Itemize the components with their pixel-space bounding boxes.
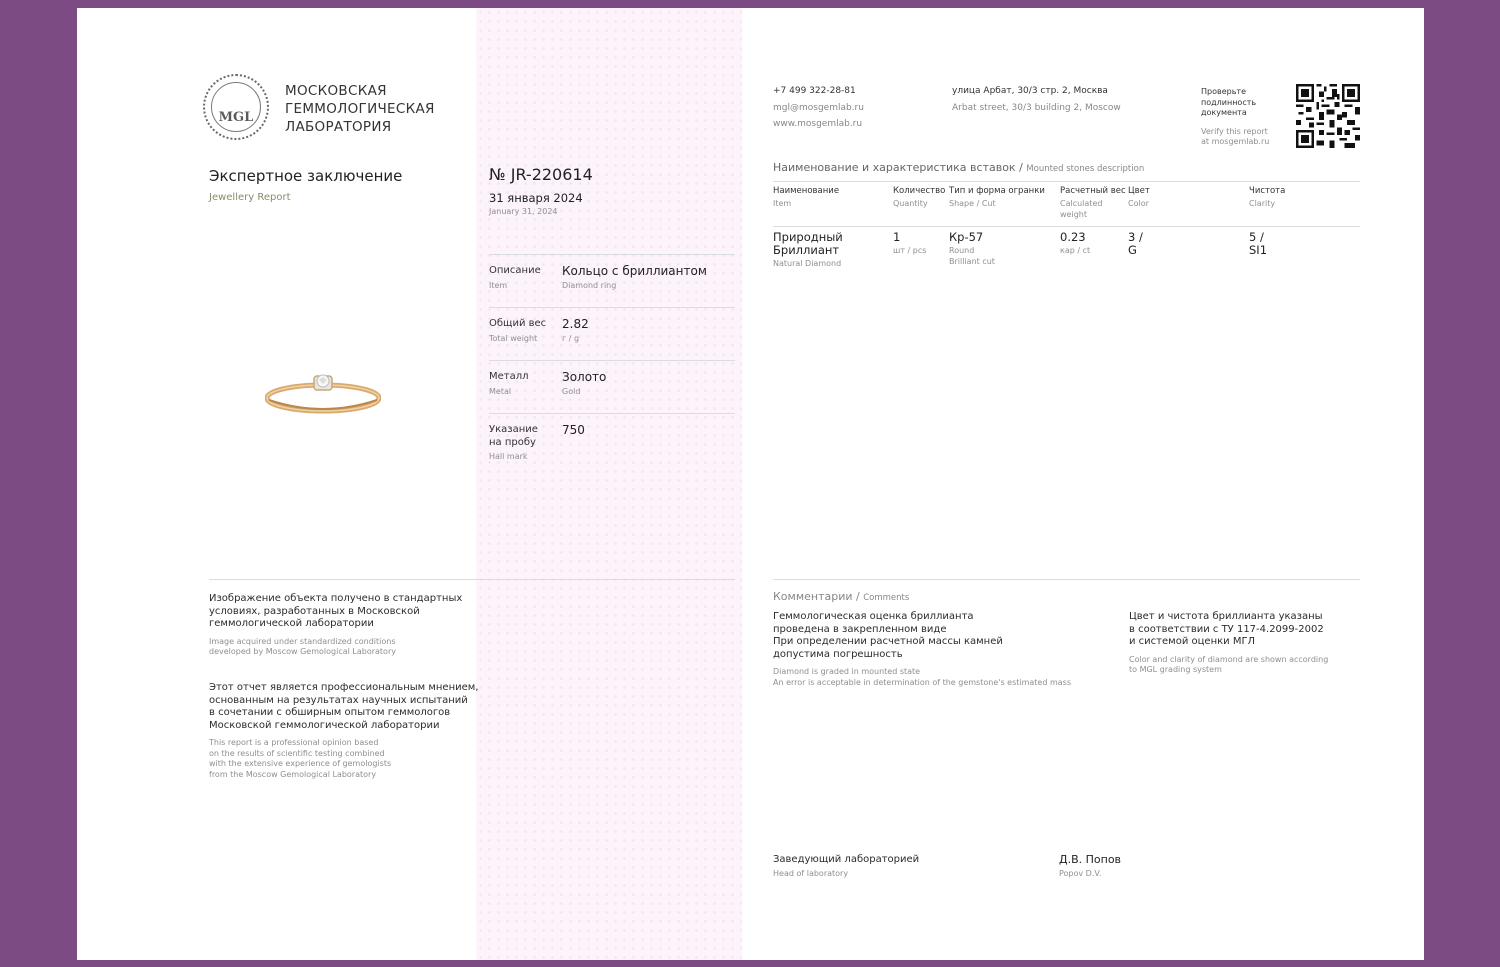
prop-label-en: Metal bbox=[489, 387, 512, 396]
col-header-ru: Чистота bbox=[1249, 186, 1286, 196]
note-line: Этот отчет является профессиональным мнением, bbox=[209, 682, 479, 693]
phone: +7 499 322-28-81 bbox=[773, 86, 856, 96]
report-disclaimer bbox=[209, 682, 509, 780]
verify-line: Проверьте bbox=[1201, 87, 1246, 96]
prop-label-en: Hall mark bbox=[489, 452, 528, 461]
stones-title-ru: Наименование и характеристика вставок / bbox=[773, 161, 1023, 174]
col-header-en: Quantity bbox=[893, 199, 928, 208]
contacts bbox=[773, 86, 864, 131]
cell-value: 5 / bbox=[1249, 230, 1264, 244]
col-header bbox=[949, 186, 1045, 210]
col-header bbox=[1249, 186, 1285, 210]
comments-title-ru: Комментарии / bbox=[773, 590, 860, 603]
note-line-en: on the results of scientific testing combined bbox=[209, 748, 385, 758]
prop-value: 750 bbox=[562, 423, 585, 437]
comment-line: проведена в закрепленном виде bbox=[773, 623, 947, 635]
signature-role: Заведующий лабораторией bbox=[773, 854, 920, 865]
cell-sub: шт / pcs bbox=[893, 246, 927, 255]
lab-name-line: ГЕММОЛОГИЧЕСКАЯ bbox=[285, 101, 435, 117]
note-line: Изображение объекта получено в стандартных bbox=[209, 593, 463, 604]
address-en: Arbat street, 30/3 building 2, Moscow bbox=[952, 103, 1121, 113]
stones-title-en: Mounted stones description bbox=[1026, 164, 1145, 174]
prop-label-en: Total weight bbox=[489, 334, 538, 343]
prop-label: Общий вес bbox=[489, 318, 547, 329]
report-date-en: January 31, 2024 bbox=[489, 207, 558, 216]
seal-text: MGL bbox=[218, 110, 254, 125]
table-cell bbox=[893, 231, 926, 257]
prop-value: Золото bbox=[562, 370, 607, 384]
col-header-ru: Количество bbox=[893, 186, 946, 196]
center-pattern-band bbox=[476, 8, 742, 960]
col-header-ru: Тип и форма огранки bbox=[949, 186, 1045, 196]
col-header-ru: Цвет bbox=[1128, 186, 1150, 196]
col-header bbox=[1060, 186, 1126, 220]
verify-text bbox=[1201, 87, 1269, 148]
email-link[interactable]: mgl@mosgemlab.ru bbox=[773, 102, 864, 113]
comment-line-en: to MGL grading system bbox=[1129, 665, 1222, 674]
seal-inner-ring bbox=[211, 82, 261, 132]
report-title-en: Jewellery Report bbox=[209, 192, 291, 203]
table-cell bbox=[1060, 231, 1090, 257]
prop-value: 2.82 bbox=[562, 317, 589, 331]
divider bbox=[209, 579, 735, 580]
comment-line: допустима погрешность bbox=[773, 648, 903, 660]
col-header-en: Shape / Cut bbox=[949, 199, 996, 208]
col-header-en: Color bbox=[1128, 199, 1149, 208]
note-line-en: with the extensive experience of gemologists bbox=[209, 759, 392, 768]
cell-value: G bbox=[1128, 243, 1137, 257]
col-header-ru: Расчетный вес bbox=[1060, 186, 1126, 196]
divider bbox=[489, 307, 735, 308]
col-header-en: Calculated bbox=[1060, 199, 1103, 208]
col-header bbox=[1128, 186, 1150, 210]
cell-value: 3 / bbox=[1128, 230, 1143, 244]
comment-line: Геммологическая оценка бриллианта bbox=[773, 611, 974, 622]
prop-value-en: Diamond ring bbox=[562, 281, 617, 290]
report-date: 31 января 2024 bbox=[489, 191, 583, 205]
divider bbox=[773, 181, 1360, 182]
lab-name-line: ЛАБОРАТОРИЯ bbox=[285, 119, 392, 135]
cell-value: Кр-57 bbox=[949, 230, 984, 244]
divider bbox=[489, 413, 735, 414]
cell-sub: кар / ct bbox=[1060, 246, 1091, 255]
note-line-en: from the Moscow Gemological Laboratory bbox=[209, 769, 377, 779]
website-link[interactable]: www.mosgemlab.ru bbox=[773, 119, 863, 129]
col-header bbox=[773, 186, 839, 210]
cell-value: Бриллиант bbox=[773, 243, 840, 257]
lab-name bbox=[285, 82, 485, 136]
signature-name: Д.В. Попов bbox=[1059, 853, 1122, 866]
note-line: в сочетании с обширным опытом геммологов bbox=[209, 707, 451, 718]
prop-label-en: Item bbox=[489, 281, 508, 290]
cell-sub: Natural Diamond bbox=[773, 259, 842, 268]
col-header-ru: Наименование bbox=[773, 186, 840, 196]
comment-right bbox=[1129, 611, 1359, 676]
note-line-en: Image acquired under standardized conditions bbox=[209, 636, 396, 646]
cell-value: SI1 bbox=[1249, 243, 1268, 257]
verify-line: документа bbox=[1201, 108, 1247, 117]
prop-label: Металл bbox=[489, 371, 529, 382]
divider bbox=[489, 254, 735, 255]
comment-line-en: An error is acceptable in determination of the gemstone's estimated mass bbox=[773, 677, 1072, 687]
lab-name-line: МОСКОВСКАЯ bbox=[285, 83, 387, 99]
verify-line-en: at mosgemlab.ru bbox=[1201, 137, 1270, 146]
note-line-en: This report is a professional opinion based bbox=[209, 738, 379, 747]
cell-value: Природный bbox=[773, 230, 843, 244]
divider bbox=[773, 579, 1360, 580]
ring-image bbox=[265, 370, 381, 416]
prop-label-line: Указание bbox=[489, 424, 538, 435]
address: улица Арбат, 30/3 стр. 2, Москва bbox=[952, 86, 1108, 96]
comment-line: При определении расчетной массы камней bbox=[773, 636, 1003, 647]
prop-label bbox=[489, 424, 538, 449]
mgl-seal-logo bbox=[203, 74, 269, 140]
col-header-en: Item bbox=[773, 199, 792, 208]
note-line: Московской геммологической лаборатории bbox=[209, 719, 440, 731]
prop-value-en: г / g bbox=[562, 334, 580, 343]
comment-left bbox=[773, 611, 1103, 688]
comments-title bbox=[773, 590, 909, 603]
verify-line-en: Verify this report bbox=[1201, 126, 1268, 136]
signature-name-en: Popov D.V. bbox=[1059, 869, 1102, 878]
col-header-en: weight bbox=[1060, 209, 1087, 219]
col-header bbox=[893, 186, 945, 210]
report-sheet bbox=[77, 8, 1424, 960]
comment-line: и системой оценки МГЛ bbox=[1129, 636, 1256, 647]
report-number bbox=[489, 165, 593, 184]
prop-label-line: на пробу bbox=[489, 436, 536, 448]
report-title: Экспертное заключение bbox=[209, 167, 403, 185]
table-cell bbox=[773, 231, 843, 270]
note-line: условиях, разработанных в Московской bbox=[209, 605, 420, 617]
prop-label: Описание bbox=[489, 265, 541, 276]
table-cell bbox=[949, 231, 995, 267]
cell-sub: Round bbox=[949, 246, 975, 255]
stones-title bbox=[773, 161, 1144, 174]
table-cell bbox=[1249, 231, 1267, 257]
cell-sub: Brilliant cut bbox=[949, 256, 995, 266]
comments-title-en: Comments bbox=[863, 593, 910, 603]
cell-value: 0.23 bbox=[1060, 230, 1086, 244]
signature-role-en: Head of laboratory bbox=[773, 869, 849, 878]
number-value: JR-220614 bbox=[510, 165, 593, 184]
table-cell bbox=[1128, 231, 1143, 257]
note-line: основанным на результатах научных испытаний bbox=[209, 694, 468, 706]
comment-line: Цвет и чистота бриллианта указаны bbox=[1129, 611, 1323, 622]
cell-value: 1 bbox=[893, 230, 901, 244]
prop-value-en: Gold bbox=[562, 387, 581, 396]
note-line: геммологической лаборатории bbox=[209, 618, 374, 629]
comment-line-en: Color and clarity of diamond are shown according bbox=[1129, 654, 1329, 664]
comment-line: в соответствии с ТУ 117-4.2099-2002 bbox=[1129, 623, 1324, 635]
divider bbox=[489, 360, 735, 361]
number-prefix: № bbox=[489, 165, 506, 184]
note-line-en: developed by Moscow Gemological Laboratory bbox=[209, 647, 396, 656]
prop-value: Кольцо с бриллиантом bbox=[562, 264, 707, 278]
divider bbox=[773, 226, 1360, 227]
verify-line: подлинность bbox=[1201, 97, 1257, 107]
col-header-en: Clarity bbox=[1249, 199, 1276, 208]
image-note bbox=[209, 593, 509, 658]
qr-code-icon[interactable] bbox=[1296, 84, 1360, 148]
comment-line-en: Diamond is graded in mounted state bbox=[773, 667, 921, 676]
